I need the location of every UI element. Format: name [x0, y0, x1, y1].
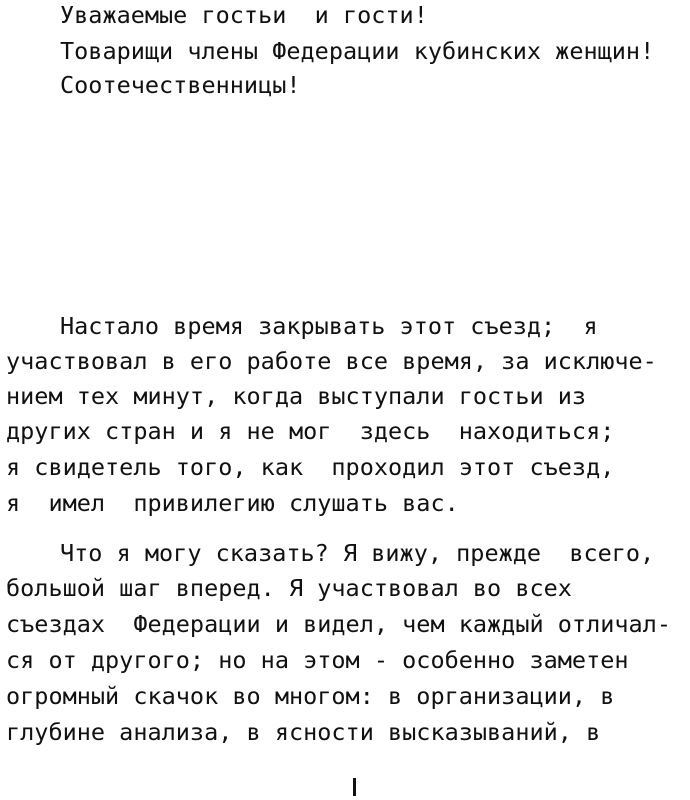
paragraph-line: съездах Федерации и видел, чем каждый отличал- — [6, 610, 671, 638]
paragraph-line: нием тех минут, когда выступали гостьи из — [6, 382, 587, 410]
greeting-line: Соотечественницы! — [60, 71, 301, 99]
greeting-line: Уважаемые гостьи и гости! — [60, 1, 428, 29]
paragraph-line: большой шаг вперед. Я участвовал во всех — [6, 574, 572, 602]
paragraph-line: участвовал в его работе все время, за исключе- — [6, 347, 657, 375]
paragraph-line: глубине анализа, в ясности высказываний, в — [6, 718, 601, 746]
greeting-line: Товарищи члены Федерации кубинских женщин! — [60, 37, 655, 65]
paragraph-line: я свидетель того, как проходил этот съезд, — [6, 453, 615, 481]
paragraph-line: огромный скачок во многом: в организации, в — [6, 682, 615, 710]
paragraph-line: ся от другого; но на этом - особенно заметен — [6, 646, 629, 674]
page-marker — [353, 778, 356, 796]
paragraph-line: я имел привилегию слушать вас. — [6, 489, 459, 517]
paragraph-line: Настало время закрывать этот съезд; я — [60, 312, 598, 340]
paragraph-line: других стран и я не мог здесь находиться; — [6, 417, 615, 445]
paragraph-line: Что я могу сказать? Я вижу, прежде всего, — [60, 539, 655, 567]
